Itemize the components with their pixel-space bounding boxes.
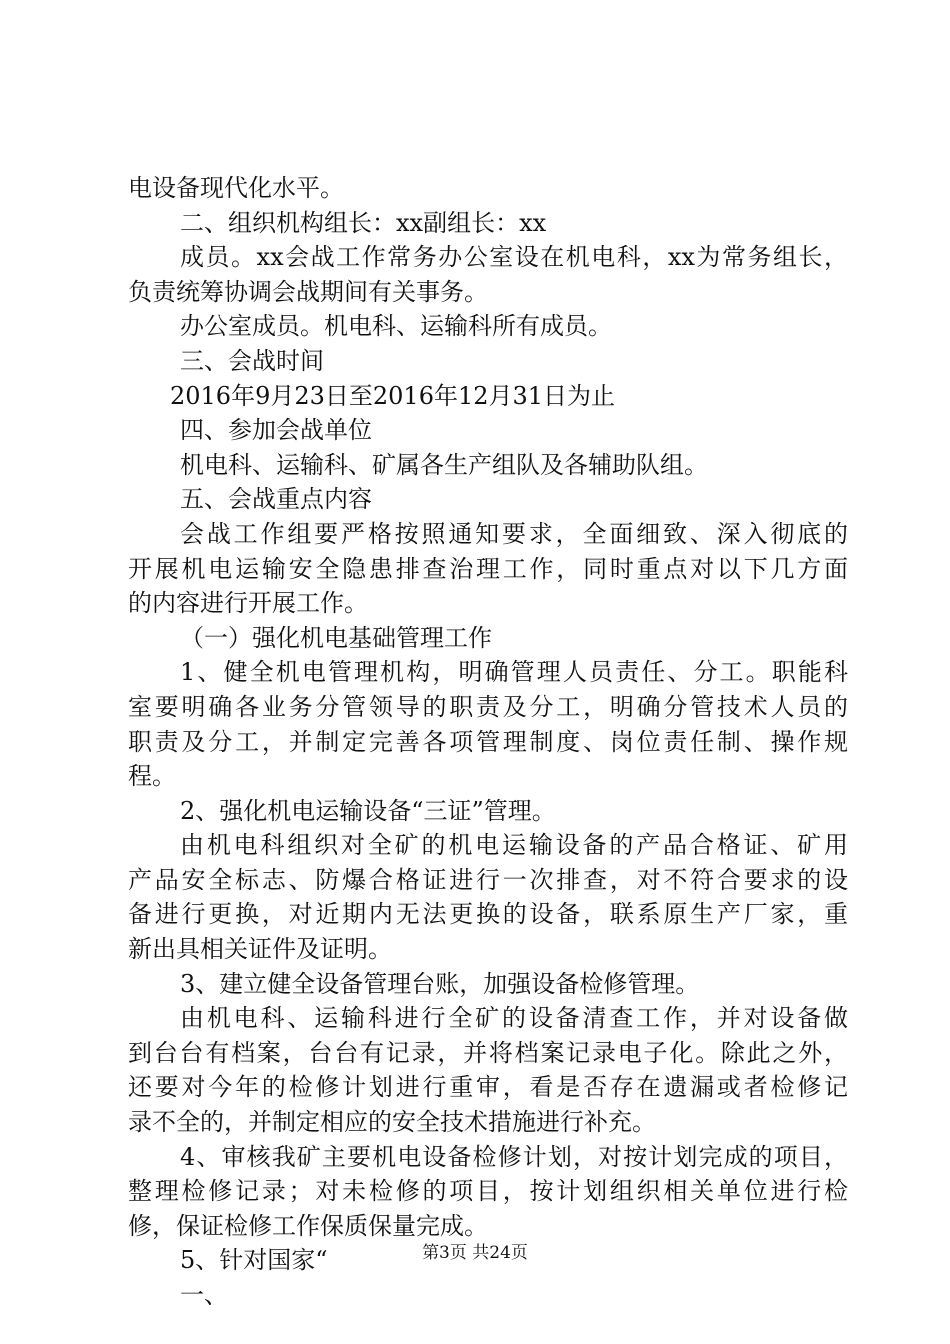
page-footer: 第3页 共24页 <box>422 1243 528 1263</box>
body-line: 4、审核我矿主要机电设备检修计划，对按计划完成的项目， <box>180 1142 848 1171</box>
body-line: 负责统筹协调会战期间有关事务。 <box>128 277 488 306</box>
body-line: 室要明确各业务分管领导的职责及分工，明确分管技术人员的 <box>128 692 848 721</box>
body-line: 3、建立健全设备管理台账，加强设备检修管理。 <box>180 969 700 998</box>
body-line: 由机电科组织对全矿的机电运输设备的产品合格证、矿用 <box>180 831 848 860</box>
document-body <box>128 171 848 1313</box>
body-line: 到台台有档案，台台有记录，并将档案记录电子化。除此之外， <box>128 1038 848 1067</box>
body-line: 1、健全机电管理机构，明确管理人员责任、分工。职能科 <box>180 658 848 687</box>
body-line: 修，保证检修工作保质保量完成。 <box>128 1211 488 1240</box>
body-line: 录不全的，并制定相应的安全技术措施进行补充。 <box>128 1108 656 1137</box>
body-line: 备进行更换，对近期内无法更换的设备，联系原生产厂家，重 <box>128 900 848 929</box>
body-line: 产品安全标志、防爆合格证进行一次排查，对不符合要求的设 <box>128 865 848 894</box>
body-line: 成员。xx会战工作常务办公室设在机电科，xx为常务组长， <box>180 243 848 272</box>
body-line: 一、 <box>180 1281 228 1309</box>
body-line: 机电科、运输科、矿属各生产组队及各辅助队组。 <box>180 450 708 479</box>
body-line: 还要对今年的检修计划进行重审，看是否存在遗漏或者检修记 <box>128 1073 848 1102</box>
body-line: 的内容进行开展工作。 <box>128 589 368 618</box>
body-line: 由机电科、运输科进行全矿的设备清查工作，并对设备做 <box>180 1004 848 1033</box>
body-line: 整理检修记录；对未检修的项目，按计划组织相关单位进行检 <box>128 1177 848 1206</box>
body-line: 电设备现代化水平。 <box>128 174 344 202</box>
body-line: 会战工作组要严格按照通知要求，全面细致、深入彻底的 <box>180 519 848 548</box>
body-line: （一）强化机电基础管理工作 <box>180 623 492 652</box>
body-line: 2、强化机电运输设备“三证”管理。 <box>180 796 556 825</box>
body-line: 5、针对国家“ <box>180 1246 328 1275</box>
body-line: 办公室成员。机电科、运输科所有成员。 <box>180 312 612 341</box>
body-line: 新出具相关证件及证明。 <box>128 935 392 964</box>
body-line: 五、会战重点内容 <box>180 485 372 514</box>
body-line: 三、会战时间 <box>180 346 324 375</box>
body-line: 四、参加会战单位 <box>180 416 372 445</box>
body-line: 程。 <box>128 762 176 791</box>
body-line: 开展机电运输安全隐患排查治理工作，同时重点对以下几方面 <box>128 554 848 583</box>
body-line: 二、组织机构组长：xx副组长：xx <box>180 208 547 237</box>
body-line: 2016年9月23日至2016年12月31日为止 <box>170 381 616 410</box>
body-line: 职责及分工，并制定完善各项管理制度、岗位责任制、操作规 <box>128 727 848 756</box>
